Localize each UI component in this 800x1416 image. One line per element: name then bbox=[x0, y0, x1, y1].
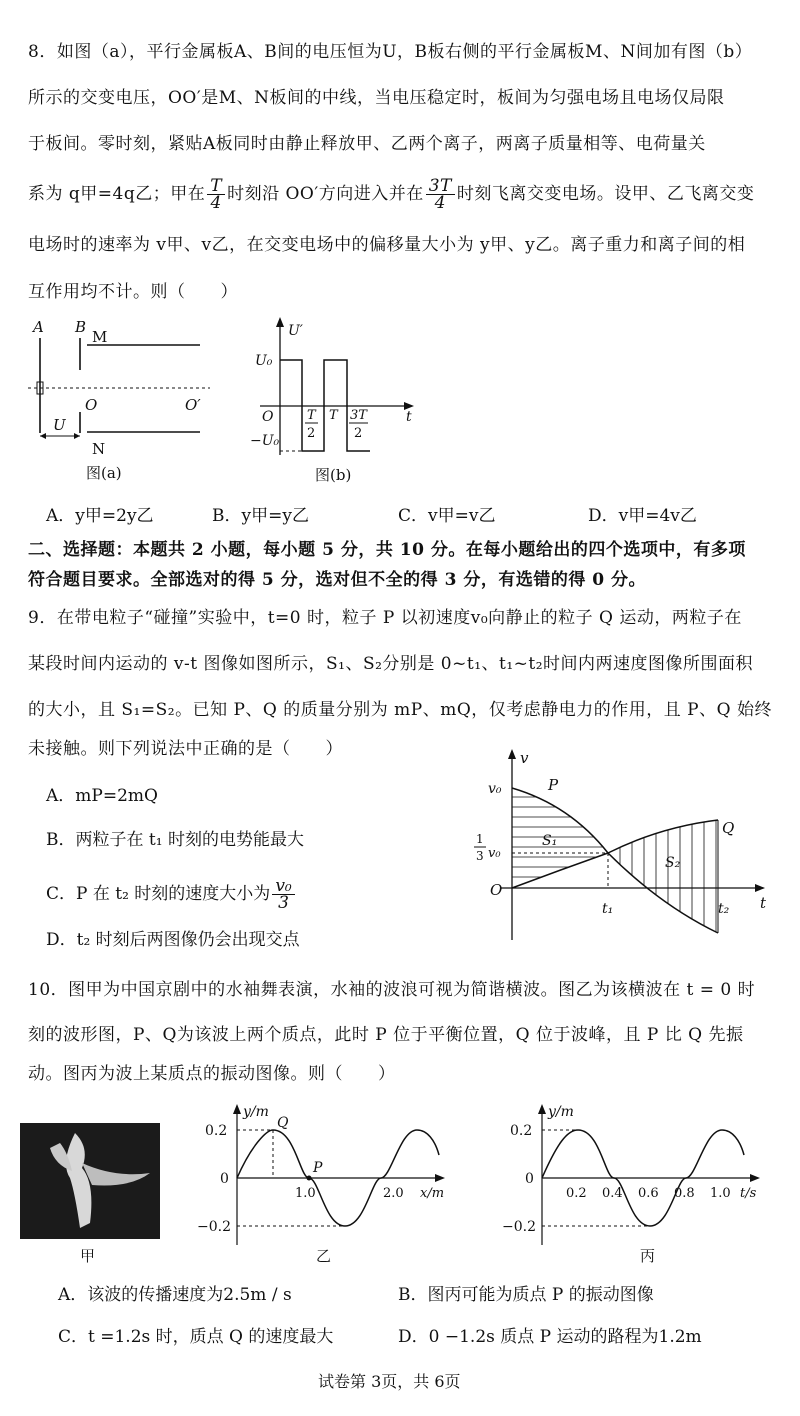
caption-yi: 乙 bbox=[316, 1247, 332, 1265]
caption-bing: 丙 bbox=[640, 1247, 656, 1265]
q8-line-4-b: 时刻沿 OO′方向进入并在 bbox=[227, 184, 424, 204]
label-point-q: Q bbox=[277, 1115, 289, 1131]
label-y-top-yi: 0.2 bbox=[205, 1123, 228, 1139]
q9-line-2: 某段时间内运动的 v-t 图像如图所示，S₁、S₂分别是 0~t₁、t₁~t₂时间内两速度图像所围面积 bbox=[28, 654, 754, 674]
figure-b-caption: 图(b) bbox=[315, 466, 352, 484]
q9-option-a: A．mP=2mQ bbox=[46, 786, 158, 806]
q8-option-d: D．v甲=4v乙 bbox=[588, 506, 697, 526]
q8-line-4-c: 时刻飞离交变电场。设甲、乙飞离交变 bbox=[456, 184, 755, 204]
label-y-zero-yi: 0 bbox=[220, 1171, 229, 1187]
q10-vibration-graph-bing bbox=[500, 1100, 775, 1250]
label-x-2: 2.0 bbox=[383, 1186, 404, 1201]
label-y-m-yi: y/m bbox=[243, 1104, 269, 1120]
figure-a-caption: 图(a) bbox=[86, 464, 122, 482]
q9-option-c: C．P 在 t₂ 时刻的速度大小为 $\frac{\text{v₀}}{3}$ bbox=[46, 874, 297, 914]
label-t-08: 0.8 bbox=[674, 1186, 695, 1201]
label-curve-p: P bbox=[548, 776, 559, 794]
label-t-axis: t bbox=[406, 409, 412, 425]
label-N: N bbox=[92, 440, 106, 458]
label-u-prime: U′ bbox=[288, 323, 303, 339]
q8-line-4-a: 系为 q甲=4q乙；甲在 bbox=[28, 184, 206, 204]
label-y-bot-yi: −0.2 bbox=[197, 1219, 231, 1235]
label-curve-q: Q bbox=[722, 819, 735, 837]
q8-line-2: 所示的交变电压，OO′是M、N板间的中线，当电压稳定时，板间为匀强电场且电场仅局限 bbox=[28, 88, 725, 108]
q8-option-b: B．y甲=y乙 bbox=[212, 506, 309, 526]
label-x-1: 1.0 bbox=[295, 1186, 316, 1201]
label-3t-half-den: 2 bbox=[354, 426, 363, 441]
label-v0: v₀ bbox=[488, 781, 502, 797]
q8-line-3: 于板间。零时刻，紧贴A板同时由静止释放甲、乙两个离子，两离子质量相等、电荷量关 bbox=[28, 134, 706, 154]
label-O: O bbox=[85, 396, 98, 414]
label-t-axis-9: t bbox=[760, 894, 767, 912]
label-U: U bbox=[53, 416, 66, 434]
fraction-t-over-4: $\frac{T}{4}$ bbox=[207, 178, 225, 211]
label-t-period: T bbox=[329, 408, 338, 423]
label-one-third-num: 1 bbox=[476, 832, 484, 846]
label-point-p: P bbox=[313, 1160, 323, 1176]
q8-option-c: C．v甲=v乙 bbox=[398, 506, 496, 526]
label-B: B bbox=[75, 318, 87, 336]
section-2-line-2: 符合题目要求。全部选对的得 5 分，选对但不全的得 3 分，有选错的得 0 分。 bbox=[28, 570, 646, 590]
figure-b bbox=[250, 315, 430, 465]
label-A: A bbox=[33, 318, 44, 336]
label-y-top-bing: 0.2 bbox=[510, 1123, 533, 1139]
label-t2: t₂ bbox=[718, 901, 730, 917]
label-t-04: 0.4 bbox=[602, 1186, 623, 1201]
section-2-line-1: 二、选择题：本题共 2 小题，每小题 5 分，共 10 分。在每小题给出的四个选项中，有多项 bbox=[28, 540, 746, 560]
fraction-3t-over-4: $\frac{3T}{4}$ bbox=[426, 178, 455, 211]
label-one-third-den: 3 bbox=[476, 849, 484, 863]
q8-line-5: 电场时的速率为 v甲、v乙，在交变电场中的偏移量大小为 y甲、y乙。离子重力和离子间的相 bbox=[28, 235, 746, 255]
label-y-bot-bing: −0.2 bbox=[502, 1219, 536, 1235]
q10-option-b: B．图丙可能为质点 P 的振动图像 bbox=[398, 1285, 654, 1305]
peking-opera-photo bbox=[20, 1123, 160, 1239]
label-t-06: 0.6 bbox=[638, 1186, 659, 1201]
page-footer: 试卷第 3页，共 6页 bbox=[318, 1372, 461, 1391]
label-neg-u0: −U₀ bbox=[250, 433, 280, 449]
q8-line-4 bbox=[28, 174, 778, 214]
label-y-m-bing: y/m bbox=[548, 1104, 574, 1120]
label-t-half-den: 2 bbox=[307, 426, 316, 441]
figure-a bbox=[25, 318, 225, 488]
label-s1: S₁ bbox=[542, 833, 558, 849]
q10-option-c: C．t =1.2s 时，质点 Q 的速度最大 bbox=[58, 1327, 334, 1347]
label-origin: O bbox=[262, 409, 274, 425]
q9-vt-graph bbox=[460, 745, 780, 945]
q10-line-3: 动。图丙为波上某质点的振动图像。则（ ） bbox=[28, 1064, 396, 1084]
label-O-prime: O′ bbox=[185, 396, 201, 414]
q10-wave-graph-yi bbox=[195, 1100, 460, 1250]
label-y-zero-bing: 0 bbox=[525, 1171, 534, 1187]
q9-line-4: 未接触。则下列说法中正确的是（ ） bbox=[28, 739, 343, 759]
label-t-s: t/s bbox=[740, 1186, 757, 1201]
q10-line-1: 10．图甲为中国京剧中的水袖舞表演，水袖的波浪可视为简谐横波。图乙为该横波在 t = 0 时 bbox=[28, 980, 756, 1000]
label-s2: S₂ bbox=[665, 855, 681, 871]
q8-line-1: 8．如图（a），平行金属板A、B间的电压恒为U，B板右侧的平行金属板M、N间加有图（b） bbox=[28, 42, 753, 62]
caption-jia: 甲 bbox=[80, 1247, 96, 1265]
q9-option-d: D．t₂ 时刻后两图像仍会出现交点 bbox=[46, 930, 300, 950]
label-one-third-v0: v₀ bbox=[488, 846, 501, 861]
label-t-02: 0.2 bbox=[566, 1186, 587, 1201]
label-t-half-num: T bbox=[307, 408, 316, 423]
label-v-axis: v bbox=[520, 749, 529, 767]
q9-line-1: 9．在带电粒子“碰撞”实验中，t=0 时，粒子 P 以初速度v₀向静止的粒子 Q 运动，两粒子在 bbox=[28, 608, 742, 628]
label-origin-o: O bbox=[490, 881, 503, 899]
label-t-10: 1.0 bbox=[710, 1186, 731, 1201]
q10-option-d: D．0 −1.2s 质点 P 运动的路程为1.2m bbox=[398, 1327, 702, 1347]
label-x-m: x/m bbox=[420, 1186, 445, 1201]
q8-option-a: A．y甲=2y乙 bbox=[46, 506, 154, 526]
q10-line-2: 刻的波形图，P、Q为该波上两个质点，此时 P 位于平衡位置，Q 位于波峰，且 P 比 Q 先振 bbox=[28, 1025, 744, 1045]
q9-line-3: 的大小，且 S₁=S₂。已知 P、Q 的质量分别为 mP、mQ，仅考虑静电力的作用，且 P、Q 始终 bbox=[28, 700, 772, 720]
fraction-v0-over-3: $\frac{\text{v₀}}{3}$ bbox=[272, 878, 294, 911]
q8-line-6: 互作用均不计。则（ ） bbox=[28, 282, 238, 302]
q9-option-b: B．两粒子在 t₁ 时刻的电势能最大 bbox=[46, 830, 304, 850]
label-M: M bbox=[92, 328, 108, 346]
label-u0: U₀ bbox=[255, 353, 273, 369]
label-t1: t₁ bbox=[602, 901, 614, 917]
q10-option-a: A．该波的传播速度为2.5m / s bbox=[58, 1285, 292, 1305]
label-3t-half-num: 3T bbox=[350, 408, 367, 423]
dancer-silhouette bbox=[20, 1123, 160, 1239]
